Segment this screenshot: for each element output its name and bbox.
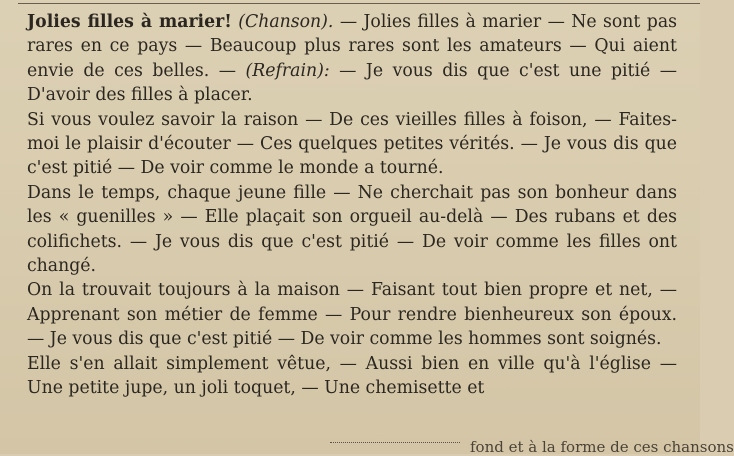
paragraph-1-text-a: — Jolies filles à marier — Ne sont pas rares en ce pays — Beaucoup plus rares sont les amateurs — Qui aient envie de ces belles. —	[27, 12, 678, 81]
paragraph-3: Dans le temps, chaque jeune fille — Ne cherchait pas son bonheur dans les « guenilles » — Elle plaçait son orgueil au-delà — Des rubans et des colifichets. — Je vous dis que c'est pitié — De voir comme les filles ont changé.	[27, 182, 677, 277]
top-rule	[18, 3, 700, 4]
paragraph-1	[27, 10, 677, 108]
cut-off-next-column	[0, 438, 734, 456]
song-title-tag: (Chanson).	[238, 12, 334, 32]
article-body	[27, 10, 677, 401]
refrain-tag: (Refrain):	[245, 60, 330, 81]
cut-off-text: fond et à la forme de ces chansons	[470, 438, 734, 456]
dotted-rule	[330, 442, 460, 443]
paragraph-5: Elle s'en allait simplement vêtue, — Aussi bien en ville qu'à l'église — Une petite jupe, un joli toquet, — Une chemisette et	[27, 353, 677, 399]
song-title: Jolies filles à marier!	[27, 12, 232, 32]
paragraph-2: Si vous voulez savoir la raison — De ces vieilles filles à foison, — Faites-moi le plaisir d'écouter — Ces quelques petites vérités. — Je vous dis que c'est pitié — De voir comme le monde a tourné.	[27, 109, 677, 179]
paragraph-4: On la trouvait toujours à la maison — Faisant tout bien propre et net, — Apprenant son métier de femme — Pour rendre bienheureux son époux. — Je vous dis que c'est pitié — De voir comme les hommes sont soignés.	[27, 280, 677, 350]
paragraph-1-text-b: — Je vous dis que c'est une pitié — D'avoir des filles à placer.	[27, 60, 677, 106]
